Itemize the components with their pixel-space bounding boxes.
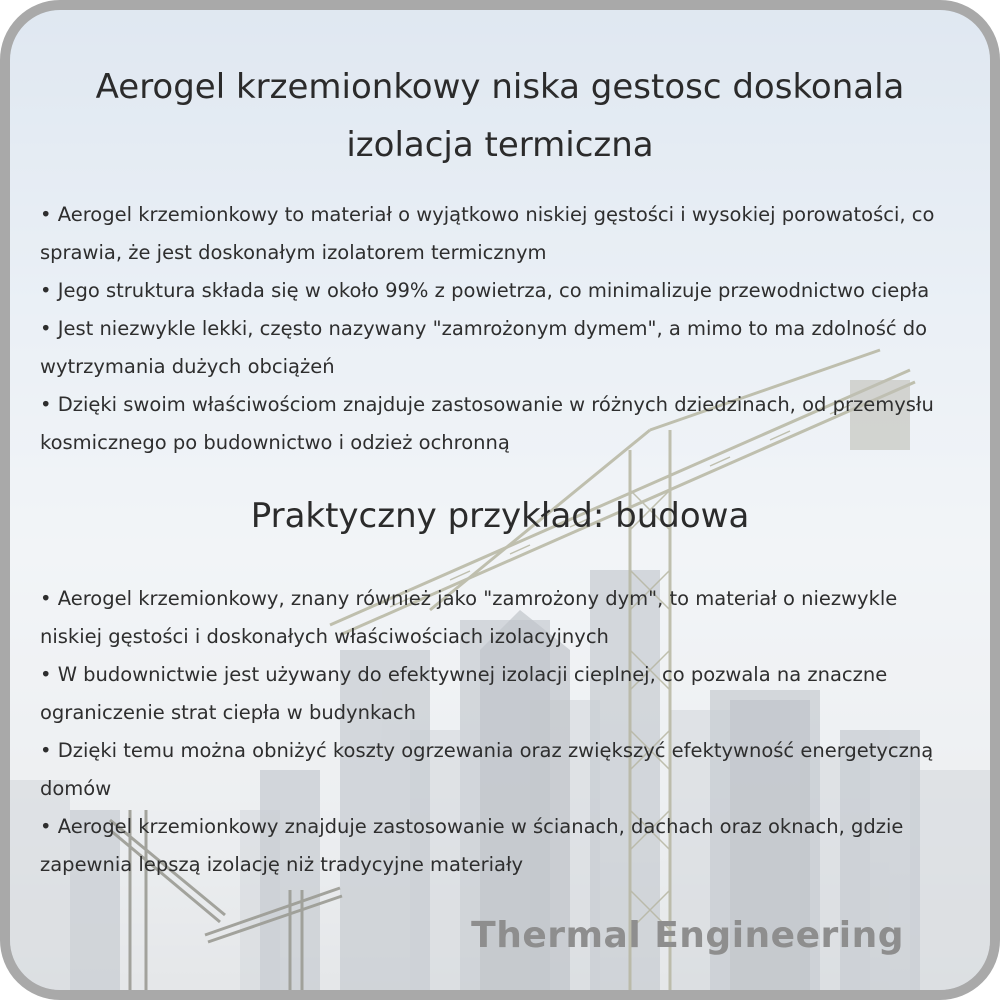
page-title: Aerogel krzemionkowy niska gestosc doskonala izolacja termiczna	[95, 67, 905, 165]
brand-watermark: Thermal Engineering	[471, 915, 904, 956]
list-item: • Aerogel krzemionkowy to materiał o wyjątkowo niskiej gęstości i wysokiej porowatości, co sprawia, że jest doskonałym izolatorem termicznym	[40, 203, 935, 264]
list-item: • Dzięki temu można obniżyć koszty ogrzewania oraz zwiększyć efektywność energetyczną domów	[40, 739, 934, 800]
intro-bullet-list	[40, 196, 965, 462]
list-item: • Aerogel krzemionkowy, znany również jako "zamrożony dym", to materiał o niezwykle niskiej gęstości i doskonałych właściwościach izolacyjnych	[40, 587, 898, 648]
list-item: • Dzięki swoim właściwościom znajduje zastosowanie w różnych dziedzinach, od przemysłu kosmicznego po budownictwo i odzież ochronną	[40, 393, 934, 454]
example-bullet-list	[40, 580, 965, 884]
list-item: • Jego struktura składa się w około 99% z powietrza, co minimalizuje przewodnictwo ciepła	[40, 279, 930, 302]
list-item: • Aerogel krzemionkowy znajduje zastosowanie w ścianach, dachach oraz oknach, gdzie zapewnia lepszą izolację niż tradycyjne materiały	[40, 815, 904, 876]
content-area	[10, 10, 990, 990]
list-item: • W budownictwie jest używany do efektywnej izolacji cieplnej, co pozwala na znaczne ograniczenie strat ciepła w budynkach	[40, 663, 888, 724]
section-heading: Praktyczny przykład: budowa	[250, 496, 750, 536]
list-item: • Jest niezwykle lekki, często nazywany "zamrożonym dymem", a mimo to ma zdolność do wytrzymania dużych obciążeń	[40, 317, 928, 378]
